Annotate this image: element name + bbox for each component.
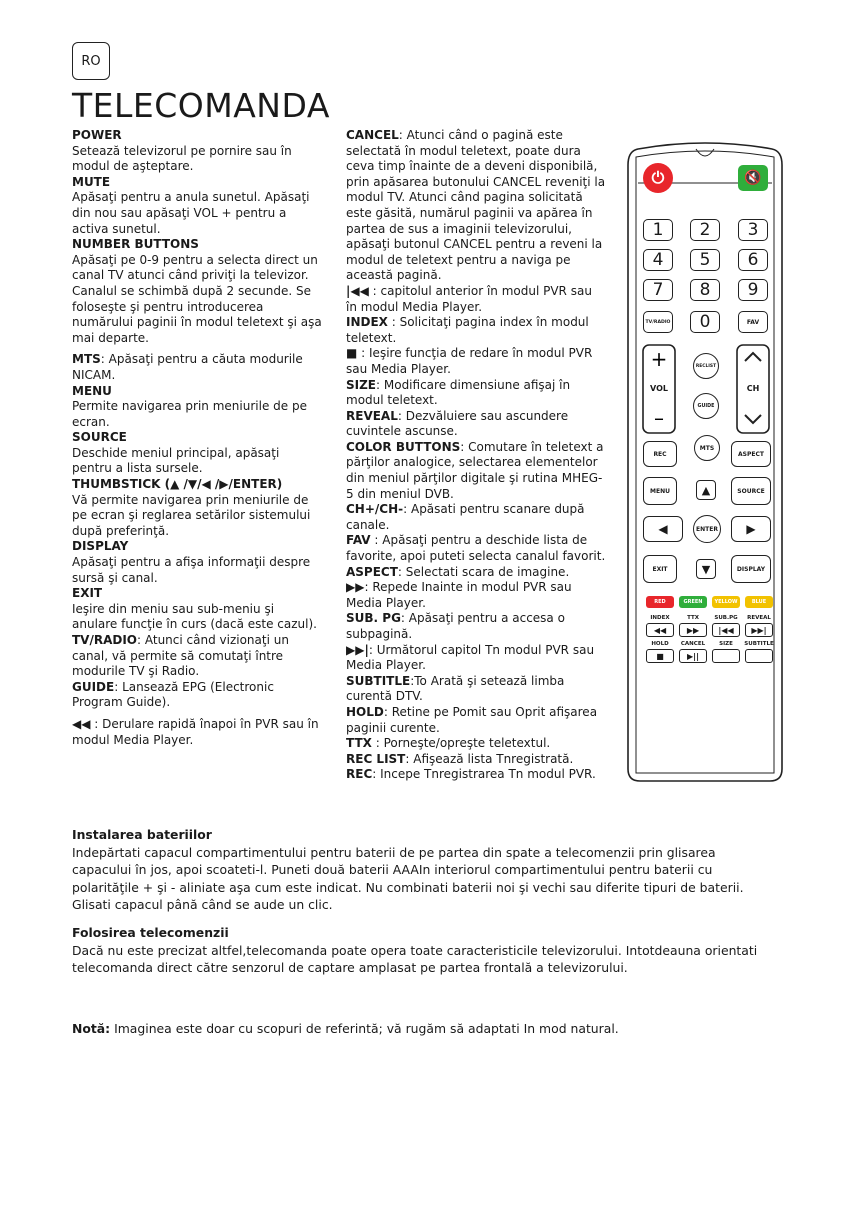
col1-entry xyxy=(72,430,322,477)
col2-entry xyxy=(346,565,606,581)
col1-entry xyxy=(72,633,322,680)
col2-entry xyxy=(346,767,606,783)
col2-entry xyxy=(346,736,606,752)
col2-entry-heading: CANCEL xyxy=(346,128,399,142)
col1-entry-text: : Atunci când vizionaţi un canal, vă permite să comutaţi între modurile TV şi Radio. xyxy=(72,633,289,679)
col1-entry xyxy=(72,128,322,175)
color-button-green[interactable]: GREEN xyxy=(679,596,707,608)
guide-button[interactable]: GUIDE xyxy=(693,393,719,419)
number-5-button[interactable]: 5 xyxy=(690,249,720,271)
svg-text:–: – xyxy=(654,406,664,430)
col1-entry-text: Deschide meniul principal, apăsaţi pentru a lista sursele. xyxy=(72,445,280,476)
aspect-button[interactable]: ASPECT xyxy=(731,441,771,467)
col2-entry xyxy=(346,440,606,502)
button-label-hold: HOLD xyxy=(651,641,669,647)
button-label-reveal: REVEAL xyxy=(747,615,771,621)
up-arrow-button[interactable]: ▲ xyxy=(696,480,716,500)
number-2-button[interactable]: 2 xyxy=(690,219,720,241)
col2-entry-text: : capitolul anterior în modul PVR sau în modul Media Player. xyxy=(346,283,592,314)
col2-entry-heading: CH+/CH- xyxy=(346,502,404,517)
col1-entry xyxy=(72,586,322,633)
power-button[interactable]: ⏻ xyxy=(643,163,673,193)
button-label-ttx: TTX xyxy=(687,615,699,621)
col2-entry-heading: HOLD xyxy=(346,704,384,719)
col2-entry-heading: FAV xyxy=(346,533,371,548)
language-badge: RO xyxy=(72,42,110,80)
col1-entry-text: : Lansează EPG (Electronic Program Guide). xyxy=(72,679,274,710)
col2-entry-text: : Incepe Tnregistrarea Tn modul PVR. xyxy=(372,767,596,782)
enter-button[interactable]: ENTER xyxy=(693,515,721,543)
col2-entry-heading: ▶▶| xyxy=(346,642,369,657)
col2-entry xyxy=(346,533,606,564)
col2-entry-heading: SUB. PG xyxy=(346,611,401,626)
fast-forward-icon[interactable]: ▶▶ xyxy=(679,623,707,637)
col2-entry-text: : Retine pe Pomit sau Oprit afişarea paginii curente. xyxy=(346,704,598,735)
col2-entry-heading: ASPECT xyxy=(346,564,398,579)
col2-entry-text: : Selectati scara de imagine. xyxy=(397,564,570,579)
col2-entry-heading: COLOR BUTTONS xyxy=(346,439,461,454)
col1-entry-text: Permite navigarea prin meniurile de pe ecran. xyxy=(72,399,307,429)
rec-button[interactable]: REC xyxy=(643,441,677,467)
usage-section xyxy=(72,924,772,977)
note-section xyxy=(72,1020,772,1038)
col2-entry-text: : Următorul capitol Tn modul PVR sau Media Player. xyxy=(346,642,595,673)
col1-entry xyxy=(72,477,322,539)
color-button-yellow[interactable]: YELLOW xyxy=(712,596,740,608)
col2-entry-heading: ▶▶ xyxy=(346,580,365,595)
source-button[interactable]: SOURCE xyxy=(731,477,771,505)
col2-entry xyxy=(346,315,606,346)
number-1-button[interactable]: 1 xyxy=(643,219,673,241)
col2-entry xyxy=(346,674,606,705)
right-arrow-button[interactable]: ▶ xyxy=(731,516,771,542)
col2-entry-text: : Repede Inainte in modul PVR sau Media Player. xyxy=(346,580,572,610)
fav-button[interactable]: FAV xyxy=(738,311,768,333)
col1-entry-heading: MUTE xyxy=(72,174,111,189)
col1-entry xyxy=(72,237,322,346)
mts-button[interactable]: MTS xyxy=(694,435,720,461)
col2-entry-text: : Dezvăluiere sau ascundere cuvintele ascunse. xyxy=(346,408,569,439)
col1-entry-heading: THUMBSTICK (▲ /▼/◀ /▶/ENTER) xyxy=(72,477,283,492)
col2-entry xyxy=(346,409,606,440)
size-button[interactable] xyxy=(712,649,740,663)
number-8-button[interactable]: 8 xyxy=(690,279,720,301)
button-label-subpg: SUB.PG xyxy=(714,615,738,621)
battery-text: Indepărtati capacul compartimentului pentru baterii de pe partea din spate a telecomenzii prin glisarea capacului în jos, apoi scoateti-l. Puneti două baterii AAAIn interiorul compartimentului pentru baterii cu polarităţile + şi - aliniate aşa cum este indicat. Nu combinati baterii noi şi vechi sau diferite tipuri de baterii. Glisati capacul până când se aude un clic. xyxy=(72,844,744,912)
button-label-index: INDEX xyxy=(650,615,670,621)
col2-entry-text: : Porneşte/opreşte teletextul. xyxy=(371,736,551,751)
col1-entry-heading: ◀◀ xyxy=(72,716,91,731)
button-label-subtitle: SUBTITLE xyxy=(744,641,774,647)
col1-entry-heading: NUMBER BUTTONS xyxy=(72,237,199,252)
next-chapter-icon[interactable]: ▶▶| xyxy=(745,623,773,637)
usage-text: Dacă nu este precizat altfel,telecomanda poate opera toate caracteristicile televizorului. Intotdeauna orientati telecomanda direct către senzorul de captare amplasat pe partea frontală a televizorului. xyxy=(72,942,758,975)
col2-entry-heading: REC xyxy=(346,767,373,782)
col1-entry-text: : Derulare rapidă înapoi în PVR sau în modul Media Player. xyxy=(72,716,319,747)
note-text: Imaginea este doar cu scopuri de referintă; vă rugăm să adaptati In mod natural. xyxy=(110,1021,619,1036)
play-pause-icon[interactable]: ▶|| xyxy=(679,649,707,663)
col2-entry-text: : Apăsaţi pentru a deschide lista de favorite, apoi puteti selecta canalul favorit. xyxy=(346,533,606,564)
col2-entry-text: : Ieşire funcţia de redare în modul PVR sau Media Player. xyxy=(346,346,593,376)
col1-entry-text: Apăsaţi pentru a afişa informaţii despre sursă şi canal. xyxy=(72,555,311,585)
number-0-button[interactable]: 0 xyxy=(690,311,720,333)
col1-entry-heading: DISPLAY xyxy=(72,539,129,554)
col2-entry xyxy=(346,752,606,768)
vol-label: VOL xyxy=(650,384,668,393)
number-9-button[interactable]: 9 xyxy=(738,279,768,301)
col2-entry xyxy=(346,284,606,315)
col1-entry-heading: TV/RADIO xyxy=(72,633,138,647)
previous-chapter-icon[interactable]: |◀◀ xyxy=(712,623,740,637)
col1-entry-heading: MENU xyxy=(72,383,112,398)
col2-entry-heading: |◀◀ xyxy=(346,283,369,298)
number-3-button[interactable]: 3 xyxy=(738,219,768,241)
button-label-size: SIZE xyxy=(719,641,733,647)
col1-entry-heading: MTS xyxy=(72,352,101,367)
col1-entry-heading: SOURCE xyxy=(72,430,127,445)
battery-heading: Instalarea bateriilor xyxy=(72,827,212,842)
battery-section xyxy=(72,826,772,914)
col1-entry xyxy=(72,680,322,711)
stop-icon[interactable]: ■ xyxy=(646,649,674,663)
col2-entry xyxy=(346,611,606,642)
col2-entry xyxy=(346,346,606,377)
col1-entry-text: Vă permite navigarea prin meniurile de pe ecran şi reglarea setărilor sistemului după preferinţă. xyxy=(72,492,311,538)
mute-button[interactable]: 🔇 xyxy=(738,165,768,191)
note-label: Notă: xyxy=(72,1021,111,1036)
col2-entry-heading: SIZE xyxy=(346,377,377,392)
col1-entry xyxy=(72,717,322,748)
reclist-button[interactable]: RECLIST xyxy=(693,353,719,379)
description-column-right xyxy=(346,128,606,783)
col2-entry xyxy=(346,705,606,736)
number-7-button[interactable]: 7 xyxy=(643,279,673,301)
col1-entry xyxy=(72,175,322,237)
col2-entry-text: : Apăsati pentru scanare după canale. xyxy=(346,502,585,532)
col2-entry-text: : Comutare în teletext a părţilor analogice, selectarea elementelor din meniul părţilor digitale şi rutina MHEG-5 din meniul DVB. xyxy=(346,439,604,501)
col2-entry-text: : Solicitaţi pagina index în modul teletext. xyxy=(346,315,589,345)
col2-entry-text: : Modificare dimensiune afişaj în modul teletext. xyxy=(346,377,571,408)
exit-button[interactable]: EXIT xyxy=(643,555,677,583)
button-label-cancel: CANCEL xyxy=(680,641,706,647)
col1-entry-text: : Apăsaţi pentru a căuta modurile NICAM. xyxy=(72,352,303,382)
col1-entry xyxy=(72,384,322,431)
description-column-left xyxy=(72,128,322,748)
col1-entry xyxy=(72,539,322,586)
col2-entry-heading: SUBTITLE xyxy=(346,673,411,688)
number-6-button[interactable]: 6 xyxy=(738,249,768,271)
number-4-button[interactable]: 4 xyxy=(643,249,673,271)
col1-entry-text: Apăsaţi pentru a anula sunetul. Apăsaţi din nou sau apăsaţi VOL + pentru a activa sunetul. xyxy=(72,190,310,236)
col2-entry-text: : Afişează lista Tnregistrată. xyxy=(405,751,574,766)
col1-entry-text: Apăsaţi pe 0-9 pentru a selecta direct un canal TV atunci când priviţi la televizor. Canalul se schimbă după 2 secunde. Se foloseşte şi pentru introducerea numărului paginii în modul teletext şi aşa mai departe. xyxy=(72,252,322,345)
ch-label: CH xyxy=(746,384,760,393)
col2-entry xyxy=(346,378,606,409)
col1-entry-heading: GUIDE xyxy=(72,679,115,694)
col1-entry-heading: EXIT xyxy=(72,586,103,601)
col2-entry-heading: REC LIST xyxy=(346,751,406,766)
left-arrow-button[interactable]: ◀ xyxy=(643,516,683,542)
col2-entry-heading: REVEAL xyxy=(346,408,398,423)
col2-entry-heading: ■ xyxy=(346,346,358,361)
col2-entry-heading: TTX xyxy=(346,736,372,751)
svg-text:+: + xyxy=(650,347,668,371)
col1-entry-heading: POWER xyxy=(72,128,122,142)
rewind-icon[interactable]: ◀◀ xyxy=(646,623,674,637)
page-title: TELECOMANDA xyxy=(72,86,330,125)
menu-button[interactable]: MENU xyxy=(643,477,677,505)
tv-radio-button[interactable]: TV/RADIO xyxy=(643,311,673,333)
col2-entry-text: : Atunci când o pagină este selectată în modul teletext, poate dura ceva timp înainte de a deveni disponibilă, prin apăsarea butonului CANCEL reveniţi la modul TV. Atunci când pagina solicitată este găsită, numărul paginii va apărea în partea de sus a imaginii televizorului, apăsaţi butonul CANCEL pentru a reveni la modul de teletext pentru a naviga pe această pagină. xyxy=(346,128,606,283)
display-button[interactable]: DISPLAY xyxy=(731,555,771,583)
usage-heading: Folosirea telecomenzii xyxy=(72,925,229,940)
col1-entry-text: Ieşire din meniu sau sub-meniu şi anulare funcţie în curs (dacă este cazul). xyxy=(72,601,317,632)
col2-entry xyxy=(346,643,606,674)
color-button-blue[interactable]: BLUE xyxy=(745,596,773,608)
col2-entry-text: : Apăsaţi pentru a accesa o subpagină. xyxy=(346,611,565,641)
down-arrow-button[interactable]: ▼ xyxy=(696,559,716,579)
col2-entry-text: :To Arată şi setează limba curentă DTV. xyxy=(346,673,565,704)
col1-entry-text: Setează televizorul pe pornire sau în modul de aşteptare. xyxy=(72,143,292,174)
remote-control-illustration xyxy=(626,141,784,783)
color-button-red[interactable]: RED xyxy=(646,596,674,608)
subtitle-button[interactable] xyxy=(745,649,773,663)
col2-entry-heading: INDEX xyxy=(346,315,388,330)
col1-entry xyxy=(72,352,322,383)
col2-entry xyxy=(346,580,606,611)
col2-entry xyxy=(346,502,606,533)
col2-entry xyxy=(346,128,606,284)
